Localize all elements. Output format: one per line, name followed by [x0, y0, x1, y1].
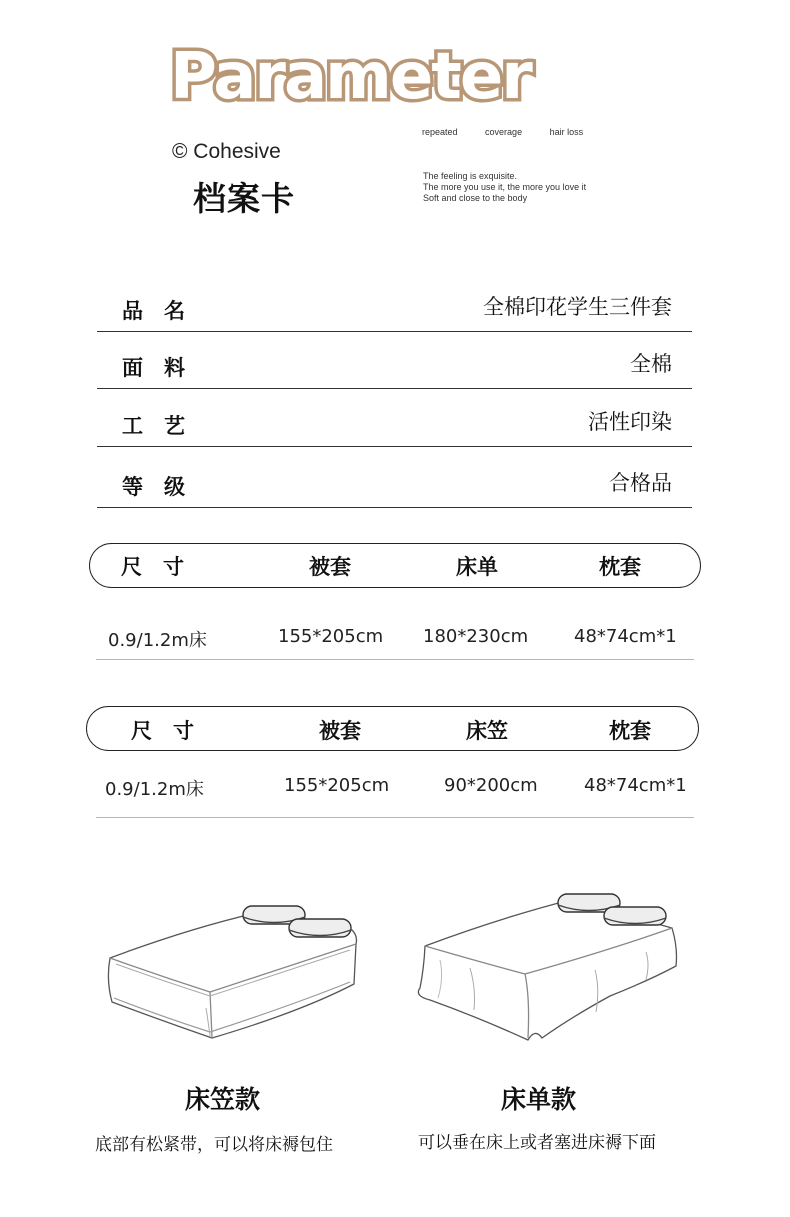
param-value: 合格品 — [609, 471, 672, 495]
table-cell: 0.9/1.2m床 — [105, 779, 204, 800]
slogan-line: The feeling is exquisite. — [423, 171, 518, 181]
fitted-sheet-title: 床笠款 — [185, 1085, 261, 1114]
param-row-fabric — [97, 331, 692, 389]
slogan-line: Soft and close to the body — [423, 193, 528, 203]
tag-hair-loss: hair loss — [549, 127, 584, 137]
card-title: 档案卡 — [193, 179, 295, 218]
divider — [96, 817, 694, 818]
param-value: 活性印染 — [588, 410, 672, 434]
table-header-pillowcase: 枕套 — [599, 555, 641, 579]
table-cell: 155*205cm — [284, 775, 390, 796]
param-value: 全棉 — [630, 352, 672, 376]
table-header-fitted-sheet: 床笠 — [466, 719, 508, 743]
flat-sheet-desc: 可以垂在床上或者塞进床褥下面 — [418, 1133, 656, 1153]
param-label: 品名 — [122, 299, 206, 323]
table-cell: 90*200cm — [444, 775, 538, 796]
table-header-pillowcase: 枕套 — [609, 719, 651, 743]
tag-coverage: coverage — [485, 127, 523, 137]
param-label: 等级 — [122, 475, 206, 499]
table-header-duvet: 被套 — [309, 555, 351, 579]
feature-tags — [422, 127, 608, 137]
fitted-sheet-illustration — [100, 900, 365, 1050]
param-value: 全棉印花学生三件套 — [483, 295, 672, 319]
tag-repeated: repeated — [422, 127, 458, 137]
param-label: 面料 — [122, 356, 206, 380]
table-header-size: 尺 寸 — [121, 555, 184, 579]
table-header-duvet: 被套 — [319, 719, 361, 743]
table-cell: 180*230cm — [423, 626, 529, 647]
flat-sheet-title: 床单款 — [501, 1085, 577, 1114]
page-title: Parameter — [170, 40, 531, 114]
slogan-line: The more you use it, the more you love it — [423, 182, 587, 192]
table-cell: 48*74cm*1 — [574, 626, 677, 647]
table-cell: 0.9/1.2m床 — [108, 630, 207, 651]
flat-sheet-illustration — [410, 888, 685, 1048]
divider — [96, 659, 694, 660]
param-label: 工艺 — [122, 414, 206, 438]
table-header-size: 尺 寸 — [131, 719, 194, 743]
table-cell: 155*205cm — [278, 626, 384, 647]
param-row-process — [97, 389, 692, 447]
slogan — [423, 171, 586, 204]
fitted-sheet-desc: 底部有松紧带，可以将床褥包住 — [95, 1135, 333, 1155]
table-cell: 48*74cm*1 — [584, 775, 687, 796]
table-header-sheet: 床单 — [456, 555, 498, 579]
param-row-grade — [97, 450, 692, 508]
param-row-name — [97, 274, 692, 332]
brand-name: © Cohesive — [172, 140, 281, 163]
